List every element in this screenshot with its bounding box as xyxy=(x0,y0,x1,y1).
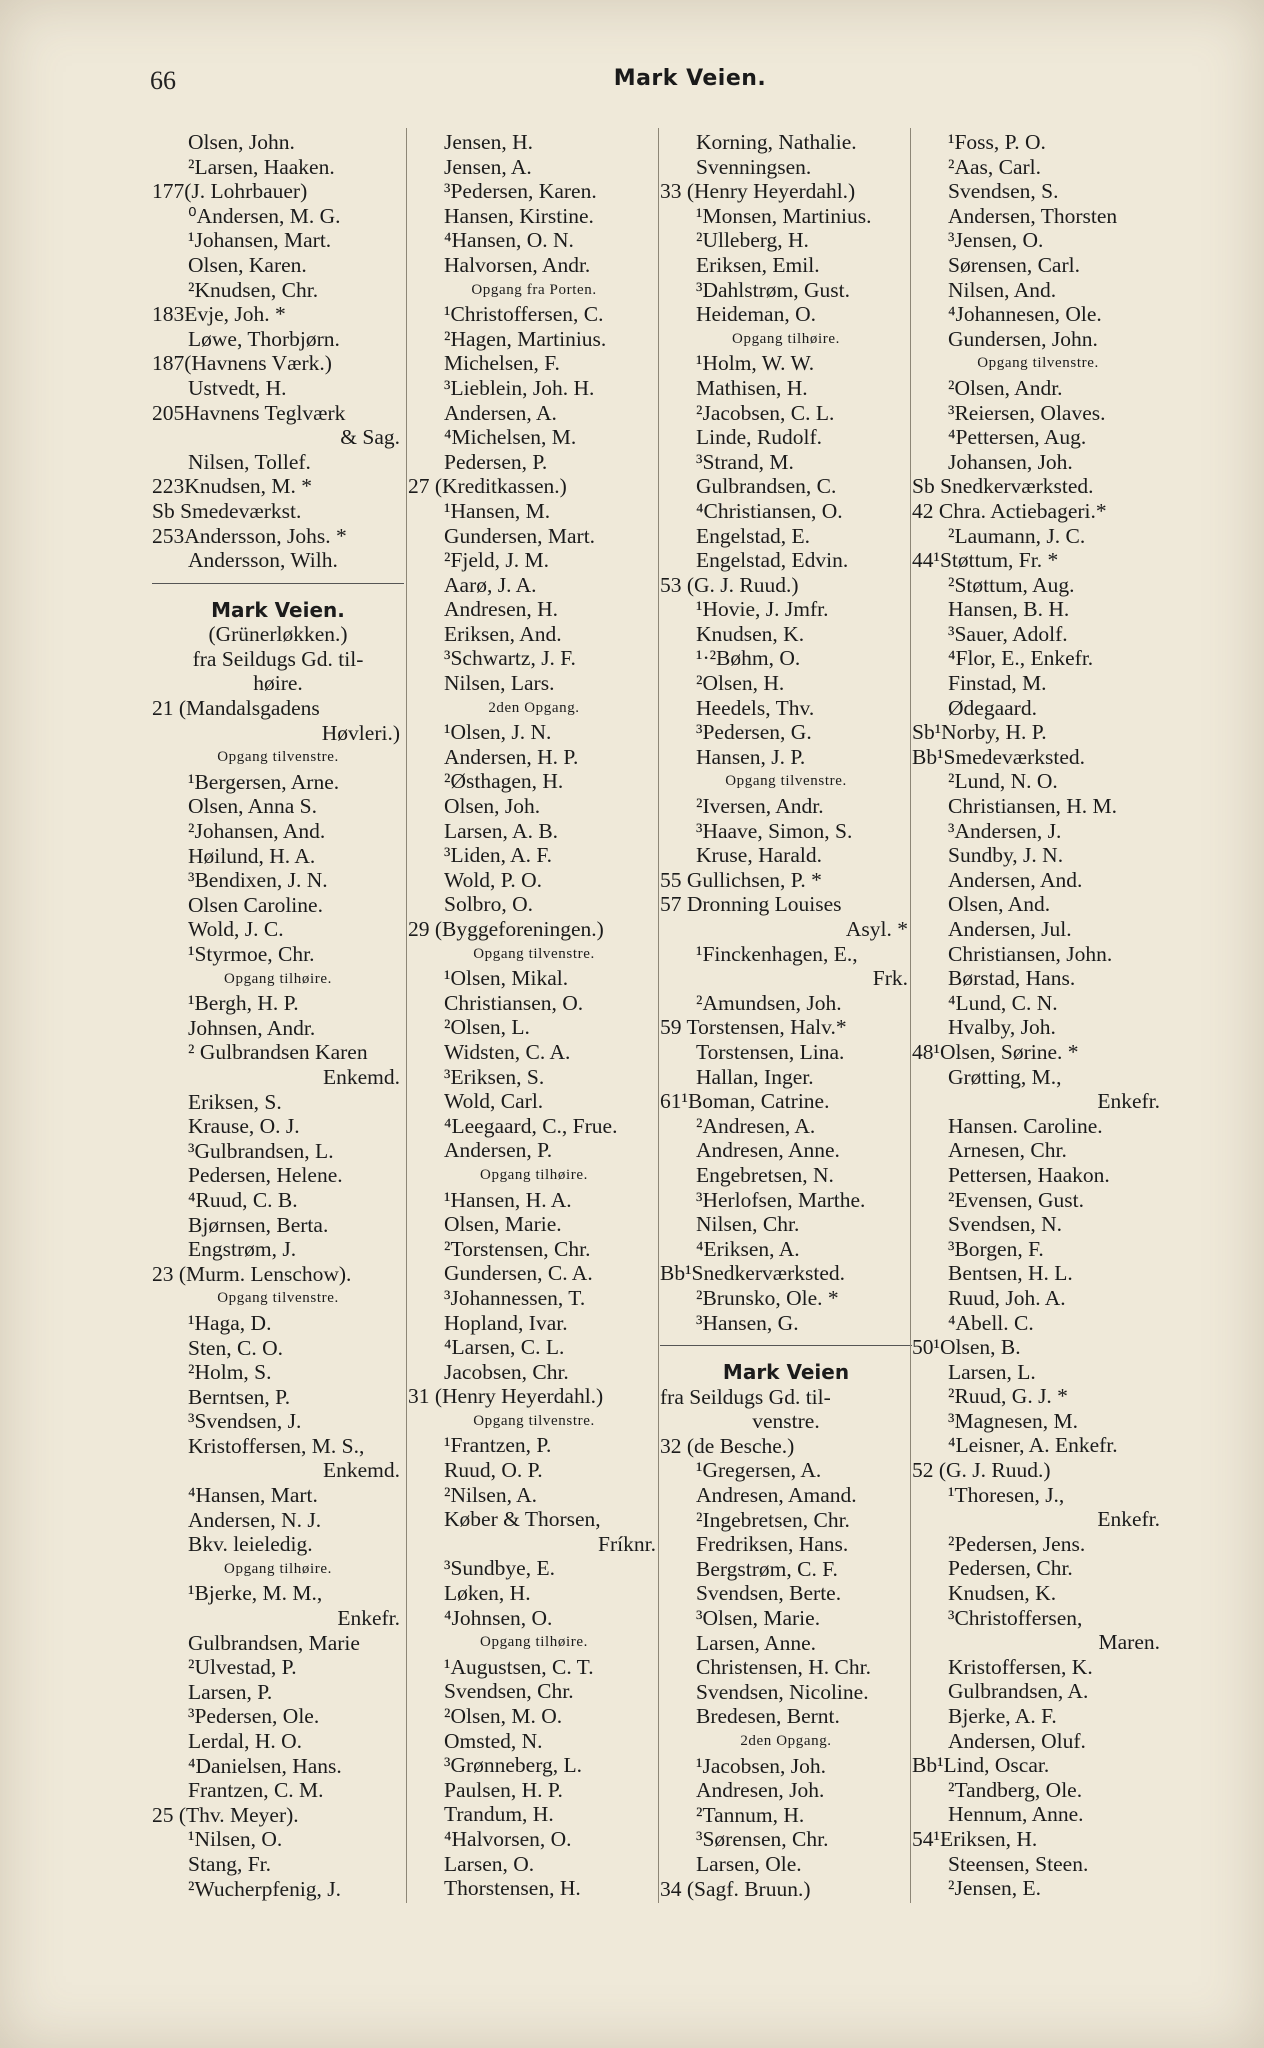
directory-entry: Larsen, Anne. xyxy=(696,1630,817,1655)
directory-entry: Pettersen, Haakon. xyxy=(948,1162,1110,1187)
directory-entry: Bentsen, H. L. xyxy=(948,1261,1073,1286)
column-divider xyxy=(910,128,911,1903)
directory-entry: ⁴Johnsen, O. xyxy=(444,1605,553,1630)
directory-entry: Andresen, H. xyxy=(444,597,559,622)
directory-entry: Hennum, Anne. xyxy=(948,1802,1084,1827)
directory-entry: ² Gulbrandsen Karen xyxy=(188,1040,368,1065)
column-2 xyxy=(408,130,660,1900)
directory-entry: ²Ruud, G. J. * xyxy=(948,1384,1068,1409)
stairway-label: Opgang tilhøire. xyxy=(480,1166,588,1183)
directory-entry: ³Bendixen, J. N. xyxy=(188,868,328,893)
directory-entry: Andersen, And. xyxy=(948,867,1083,892)
stairway-label: Opgang tilvenstre. xyxy=(217,749,339,766)
directory-entry: Svendsen, Nicoline. xyxy=(696,1679,869,1704)
directory-entry: ³Jensen, O. xyxy=(948,228,1044,253)
directory-entry: Johansen, Joh. xyxy=(948,449,1073,474)
directory-entry: Høilund, H. A. xyxy=(188,843,316,868)
section-rule xyxy=(152,583,404,598)
directory-entry: Steensen, Steen. xyxy=(948,1851,1089,1876)
directory-entry: ³Sundbye, E. xyxy=(444,1556,555,1581)
directory-entry: Krause, O. J. xyxy=(188,1114,300,1139)
directory-entry: Trandum, H. xyxy=(444,1802,554,1827)
directory-entry: ³Pedersen, Ole. xyxy=(188,1704,320,1729)
directory-entry: Hansen, J. P. xyxy=(696,744,806,769)
directory-entry: Nilsen, Tollef. xyxy=(188,449,311,474)
directory-entry: Larsen, O. xyxy=(444,1851,535,1876)
directory-entry: Olsen, John. xyxy=(188,130,295,154)
directory-entry: ⁴Leisner, A. Enkefr. xyxy=(948,1433,1118,1458)
directory-entry: ³Schwartz, J. F. xyxy=(444,646,576,671)
directory-entry: ¹Jacobsen, Joh. xyxy=(696,1753,827,1778)
directory-entry: Olsen, Joh. xyxy=(444,794,541,819)
directory-entry: Pedersen, Chr. xyxy=(948,1556,1073,1581)
directory-entry: Frantzen, C. M. xyxy=(188,1778,324,1803)
directory-entry: 55 Gullichsen, P. * xyxy=(660,867,822,892)
directory-entry: Enkemd. xyxy=(322,1064,400,1089)
directory-entry: ⁴Johannesen, Ole. xyxy=(948,302,1102,327)
directory-entry: Engstrøm, J. xyxy=(188,1237,297,1262)
directory-entry: Sten, C. O. xyxy=(188,1335,283,1360)
directory-entry: ¹Foss, P. O. xyxy=(948,130,1046,154)
directory-entry: fra Seildugs Gd. til- xyxy=(192,646,364,671)
directory-entry: ⁴Halvorsen, O. xyxy=(444,1826,572,1851)
directory-entry: Sundby, J. N. xyxy=(948,843,1064,868)
directory-entry: ²Aas, Carl. xyxy=(948,154,1042,179)
directory-entry: 59 Torstensen, Halv.* xyxy=(660,1015,847,1040)
directory-entry: Bb¹Snedkerværksted. xyxy=(660,1261,845,1286)
directory-entry: Johnsen, Andr. xyxy=(188,1015,316,1040)
directory-entry: ²Torstensen, Chr. xyxy=(444,1236,591,1261)
directory-entry: ²Johansen, And. xyxy=(188,819,326,844)
directory-entry: ²Holm, S. xyxy=(188,1360,272,1385)
directory-entry: Andersen, Jul. xyxy=(948,917,1072,941)
running-title: Mark Veien. xyxy=(613,66,767,91)
directory-entry: Hansen. Caroline. xyxy=(948,1113,1103,1138)
stairway-label: 2den Opgang. xyxy=(488,699,580,716)
directory-entry: 205Havnens Teglværk xyxy=(152,400,346,425)
directory-entry: Engelstad, Edvin. xyxy=(696,548,849,573)
directory-entry: ³Johannessen, T. xyxy=(444,1285,586,1310)
directory-entry: ²Fjeld, J. M. xyxy=(444,548,550,573)
directory-entry: ²Støttum, Aug. xyxy=(948,572,1075,597)
directory-entry: Hallan, Inger. xyxy=(696,1064,814,1089)
directory-entry: ²Larsen, Haaken. xyxy=(188,154,335,179)
directory-entry: 34 (Sagf. Bruun.) xyxy=(660,1876,811,1901)
directory-entry: ³Sauer, Adolf. xyxy=(948,621,1068,646)
directory-entry: Høvleri.) xyxy=(321,720,400,745)
column-divider xyxy=(406,128,407,1903)
directory-entry: ³Svendsen, J. xyxy=(188,1409,302,1434)
stairway-label: Opgang tilhøire. xyxy=(480,1634,588,1651)
directory-entry: Svendsen, N. xyxy=(948,1212,1063,1237)
stairway-label: Opgang tilhøire. xyxy=(732,330,840,347)
directory-entry: Nilsen, And. xyxy=(948,277,1057,302)
directory-entry: ⁴Lund, C. N. xyxy=(948,990,1058,1015)
directory-entry: 187(Havnens Værk.) xyxy=(152,351,332,376)
directory-entry: Jensen, A. xyxy=(444,154,532,179)
directory-entry: Gulbrandsen, C. xyxy=(696,474,837,499)
directory-entry: Eriksen, S. xyxy=(188,1089,282,1114)
directory-entry: Hansen, B. H. xyxy=(948,597,1070,622)
directory-entry: ²Ingebretsen, Chr. xyxy=(696,1507,850,1532)
directory-entry: ⁴Larsen, C. L. xyxy=(444,1335,565,1360)
directory-entry: 33 (Henry Heyerdahl.) xyxy=(660,179,856,204)
directory-entry: Andersen, A. xyxy=(444,400,557,425)
directory-entry: Andersen, H. P. xyxy=(444,744,579,769)
directory-entry: ³Strand, M. xyxy=(696,449,794,474)
directory-entry: ⁴Pettersen, Aug. xyxy=(948,425,1087,450)
directory-entry: høire. xyxy=(253,671,303,696)
page-header xyxy=(150,66,1230,106)
directory-entry: Eriksen, And. xyxy=(444,621,562,646)
stairway-label: Opgang tilvenstre. xyxy=(977,355,1099,372)
directory-entry: ²Knudsen, Chr. xyxy=(188,277,319,302)
directory-entry: Kristoffersen, M. S., xyxy=(188,1433,365,1458)
directory-entry: Ødegaard. xyxy=(948,695,1037,720)
directory-entry: Løwe, Thorbjørn. xyxy=(188,326,340,351)
directory-entry: Bkv. leieledig. xyxy=(188,1532,313,1557)
directory-entry: 29 (Byggeforeningen.) xyxy=(408,917,604,941)
directory-entry: Olsen, Karen. xyxy=(188,252,307,277)
directory-entry: Kristoffersen, K. xyxy=(948,1654,1093,1679)
directory-entry: 53 (G. J. Ruud.) xyxy=(660,572,799,597)
directory-entry: 27 (Kreditkassen.) xyxy=(408,474,567,499)
directory-entry: ¹Olsen, J. N. xyxy=(444,720,552,745)
directory-entry: ³Haave, Simon, S. xyxy=(696,818,853,843)
directory-entry: ¹Bergh, H. P. xyxy=(188,991,299,1016)
directory-entry: Gundersen, Mart. xyxy=(444,523,596,548)
directory-entry: Jacobsen, Chr. xyxy=(444,1359,569,1384)
directory-entry: ²Wucherpfenig, J. xyxy=(188,1876,342,1901)
directory-entry: Michelsen, F. xyxy=(444,351,560,376)
section-rule xyxy=(660,1345,912,1360)
directory-entry: Aarø, J. A. xyxy=(444,572,537,597)
directory-entry: ³Grønneberg, L. xyxy=(444,1753,582,1778)
directory-entry: Andersen, P. xyxy=(444,1138,553,1163)
directory-entry: Larsen, A. B. xyxy=(444,818,559,843)
directory-entry: Bergstrøm, C. F. xyxy=(696,1556,838,1581)
directory-entry: ¹Augustsen, C. T. xyxy=(444,1654,594,1679)
directory-entry: Knudsen, K. xyxy=(948,1581,1057,1606)
directory-entry: Bjørnsen, Berta. xyxy=(188,1212,329,1237)
directory-entry: Pedersen, Helene. xyxy=(188,1163,343,1188)
directory-entry: ¹Olsen, Mikal. xyxy=(444,966,569,991)
directory-entry: Gundersen, John. xyxy=(948,326,1098,351)
directory-entry: ²Olsen, L. xyxy=(444,1015,530,1040)
directory-entry: & Sag. xyxy=(340,425,400,450)
directory-entry: Jensen, H. xyxy=(444,130,533,154)
directory-entry: Hopland, Ivar. xyxy=(444,1310,568,1335)
directory-entry: ⁴Eriksen, A. xyxy=(696,1236,800,1261)
directory-entry: Linde, Rudolf. xyxy=(696,425,822,450)
directory-entry: Gulbrandsen, Marie xyxy=(188,1630,360,1655)
directory-entry: Enkefr. xyxy=(1097,1507,1160,1532)
section-heading: Mark Veien. xyxy=(211,597,345,622)
directory-entry: Ruud, Joh. A. xyxy=(948,1285,1066,1310)
directory-entry: ¹Hansen, H. A. xyxy=(444,1187,572,1212)
directory-entry: ³Lieblein, Joh. H. xyxy=(444,375,595,400)
directory-entry: Fríknr. xyxy=(598,1531,656,1556)
directory-entry: ²Jensen, E. xyxy=(948,1876,1042,1901)
directory-entry: ¹Bjerke, M. M., xyxy=(188,1581,323,1606)
directory-entry: Christiansen, O. xyxy=(444,990,584,1015)
directory-entry: ²Østhagen, H. xyxy=(444,769,564,794)
directory-entry: ³Reiersen, Olaves. xyxy=(948,400,1106,425)
directory-entry: Olsen Caroline. xyxy=(188,892,323,917)
directory-entry: Bb¹Smedeværksted. xyxy=(912,744,1086,769)
directory-entry: Andresen, Amand. xyxy=(696,1483,857,1508)
column-divider xyxy=(658,128,659,1903)
directory-entry: ⁴Leegaard, C., Frue. xyxy=(444,1113,618,1138)
directory-entry: Widsten, C. A. xyxy=(444,1039,571,1064)
directory-entry: Andersen, Thorsten xyxy=(948,203,1118,228)
directory-entry: ²Olsen, Andr. xyxy=(948,375,1063,400)
directory-entry: Heedels, Thv. xyxy=(696,695,815,720)
stairway-label: Opgang fra Porten. xyxy=(471,281,597,298)
directory-entry: ¹·²Bøhm, O. xyxy=(696,646,801,671)
directory-entry: Engebretsen, N. xyxy=(696,1162,834,1187)
directory-entry: Christensen, H. Chr. xyxy=(696,1655,871,1680)
directory-entry: ⁴Hansen, Mart. xyxy=(188,1483,318,1508)
directory-entry: ⁴Ruud, C. B. xyxy=(188,1187,298,1212)
directory-entry: ²Laumann, J. C. xyxy=(948,523,1086,548)
directory-entry: Christiansen, John. xyxy=(948,941,1113,966)
directory-entry: 48¹Olsen, Sørine. * xyxy=(912,1039,1079,1064)
directory-entry: Bredesen, Bernt. xyxy=(696,1704,840,1729)
directory-entry: ⁴Flor, E., Enkefr. xyxy=(948,646,1094,671)
directory-entry: Gundersen, C. A. xyxy=(444,1261,593,1286)
directory-entry: ¹Thoresen, J., xyxy=(948,1482,1065,1507)
directory-entry: Stang, Fr. xyxy=(188,1851,272,1876)
directory-entry: Andresen, Anne. xyxy=(696,1138,840,1163)
directory-entry: ²Olsen, M. O. xyxy=(444,1704,563,1728)
directory-entry: ¹Styrmoe, Chr. xyxy=(188,942,315,966)
page-number: 66 xyxy=(150,66,176,95)
directory-entry: ²Andresen, A. xyxy=(696,1113,816,1138)
directory-entry: Knudsen, K. xyxy=(696,621,805,646)
directory-entry: ¹Gregersen, A. xyxy=(696,1458,822,1483)
directory-entry: 21 (Mandalsgadens xyxy=(152,696,320,721)
directory-entry: Christiansen, H. M. xyxy=(948,794,1118,819)
directory-entry: Grøtting, M., xyxy=(948,1064,1062,1089)
directory-entry: 32 (de Besche.) xyxy=(660,1433,795,1458)
directory-entry: ¹Christoffersen, C. xyxy=(444,302,604,327)
directory-entry: Wold, Carl. xyxy=(444,1089,544,1114)
directory-entry: Wold, J. C. xyxy=(188,917,284,942)
directory-entry: Svenningsen. xyxy=(696,154,812,179)
directory-entry: ¹Nilsen, O. xyxy=(188,1827,283,1852)
directory-entry: ²Nilsen, A. xyxy=(444,1482,538,1507)
directory-entry: ³Borgen, F. xyxy=(948,1236,1044,1261)
directory-entry: 61¹Boman, Catrine. xyxy=(660,1089,830,1114)
directory-entry: ²Amundsen, Joh. xyxy=(696,990,842,1015)
directory-entry: Lerdal, H. O. xyxy=(188,1729,303,1753)
directory-entry: Enkefr. xyxy=(1097,1089,1160,1114)
directory-entry: venstre. xyxy=(752,1409,820,1434)
stairway-label: Opgang tilhøire. xyxy=(224,970,332,987)
directory-entry: 44¹Støttum, Fr. * xyxy=(912,548,1059,573)
directory-entry: Halvorsen, Andr. xyxy=(444,252,591,277)
stairway-label: Opgang tilhøire. xyxy=(224,1560,332,1577)
directory-entry: Omsted, N. xyxy=(444,1728,543,1753)
directory-entry: ³Sørensen, Chr. xyxy=(696,1827,829,1852)
directory-entry: Hansen, Kirstine. xyxy=(444,203,594,228)
column-3 xyxy=(660,130,912,1900)
directory-entry: ³Gulbrandsen, L. xyxy=(188,1138,334,1163)
column-1 xyxy=(152,130,404,1900)
directory-entry: ³Christoffersen, xyxy=(948,1605,1083,1630)
directory-entry: ³Olsen, Marie. xyxy=(696,1606,821,1631)
directory-entry: ¹Hovie, J. Jmfr. xyxy=(696,597,829,622)
directory-entry: Thorstensen, H. xyxy=(444,1876,581,1901)
directory-entry: ³Hansen, G. xyxy=(696,1310,799,1335)
directory-entry: Svendsen, S. xyxy=(948,179,1059,204)
directory-entry: ⁴Abell. C. xyxy=(948,1310,1034,1335)
directory-entry: Sb Smedeværkst. xyxy=(152,498,302,523)
directory-entry: Svendsen, Berte. xyxy=(696,1581,842,1606)
directory-entry: ⁴Danielsen, Hans. xyxy=(188,1753,342,1778)
directory-entry: Sørensen, Carl. xyxy=(948,252,1080,277)
directory-entry: Gulbrandsen, A. xyxy=(948,1679,1089,1704)
directory-entry: Larsen, L. xyxy=(948,1359,1036,1384)
directory-entry: ²Iversen, Andr. xyxy=(696,794,824,819)
directory-entry: ²Pedersen, Jens. xyxy=(948,1531,1086,1556)
directory-entry: Torstensen, Lina. xyxy=(696,1039,845,1064)
directory-entry: ¹Frantzen, P. xyxy=(444,1433,552,1458)
directory-entry: ⁰Andersen, M. G. xyxy=(188,203,341,228)
directory-entry: Fredriksen, Hans. xyxy=(696,1532,849,1557)
directory-entry: Bjerke, A. F. xyxy=(948,1704,1057,1728)
directory-entry: 183Evje, Joh. * xyxy=(152,302,286,327)
directory-entry: ²Olsen, H. xyxy=(696,671,785,696)
directory-entry: ¹Monsen, Martinius. xyxy=(696,203,872,228)
column-4 xyxy=(912,130,1164,1900)
directory-entry: ³Liden, A. F. xyxy=(444,843,553,868)
directory-entry: Ustvedt, H. xyxy=(188,375,287,400)
directory-entry: Andersson, Wilh. xyxy=(188,548,338,573)
directory-entry: ²Jacobsen, C. L. xyxy=(696,400,835,425)
stairway-label: 2den Opgang. xyxy=(740,1733,832,1749)
directory-entry: ³Andersen, J. xyxy=(948,818,1062,843)
directory-entry: 177(J. Lohrbauer) xyxy=(152,179,308,204)
directory-entry: ¹Bergersen, Arne. xyxy=(188,769,340,794)
directory-entry: 57 Dronning Louises xyxy=(660,892,842,917)
directory-entry: ⁴Christiansen, O. xyxy=(696,498,843,523)
directory-entry: Nilsen, Lars. xyxy=(444,671,555,696)
directory-entry: ¹Haga, D. xyxy=(188,1310,272,1335)
directory-entry: 42 Chra. Actiebageri.* xyxy=(912,498,1107,523)
directory-entry: Paulsen, H. P. xyxy=(444,1777,563,1802)
directory-entry: Bb¹Lind, Oscar. xyxy=(912,1753,1050,1778)
directory-entry: ²Ulleberg, H. xyxy=(696,228,809,253)
directory-entry: Pedersen, P. xyxy=(444,449,548,474)
directory-entry: Hvalby, Joh. xyxy=(948,1015,1056,1040)
directory-entry: ²Tannum, H. xyxy=(696,1802,805,1827)
directory-entry: ¹Johansen, Mart. xyxy=(188,228,332,253)
directory-entry: ²Tandberg, Ole. xyxy=(948,1777,1083,1802)
directory-entry: 50¹Olsen, B. xyxy=(912,1335,1021,1360)
section-heading: Mark Veien xyxy=(722,1360,850,1385)
stairway-label: Opgang tilvenstre. xyxy=(473,945,595,962)
directory-entry: Andersen, Oluf. xyxy=(948,1728,1086,1753)
stairway-label: Opgang tilvenstre. xyxy=(217,1290,339,1307)
directory-entry: Maren. xyxy=(1098,1630,1160,1655)
directory-entry: ²Evensen, Gust. xyxy=(948,1187,1085,1212)
directory-entry: ²Ulvestad, P. xyxy=(188,1655,297,1680)
directory-entry: Mathisen, H. xyxy=(696,375,808,400)
directory-entry: ³Pedersen, Karen. xyxy=(444,179,597,204)
directory-entry: Sb Snedkerværksted. xyxy=(912,474,1094,499)
directory-entry: 31 (Henry Heyerdahl.) xyxy=(408,1384,604,1409)
stairway-label: Opgang tilvenstre. xyxy=(473,1412,595,1429)
directory-entry: Olsen, Marie. xyxy=(444,1212,562,1237)
directory-entry: (Grünerløkken.) xyxy=(208,622,348,647)
directory-entry: ⁴Michelsen, M. xyxy=(444,425,577,450)
directory-entry: Kruse, Harald. xyxy=(696,843,822,868)
directory-entry: Ruud, O. P. xyxy=(444,1458,543,1483)
directory-entry: Larsen, Ole. xyxy=(696,1851,802,1876)
stairway-label: Opgang tilvenstre. xyxy=(725,773,847,790)
directory-entry: Sb¹Norby, H. P. xyxy=(912,720,1047,745)
directory-entry: ³Dahlstrøm, Gust. xyxy=(696,277,850,302)
directory-entry: Solbro, O. xyxy=(444,892,533,917)
directory-entry: Olsen, Anna S. xyxy=(188,794,317,819)
directory-entry: Larsen, P. xyxy=(188,1679,273,1704)
directory-entry: ¹Hansen, M. xyxy=(444,498,551,523)
directory-entry: Korning, Nathalie. xyxy=(696,130,857,154)
directory-entry: ³Eriksen, S. xyxy=(444,1064,545,1089)
directory-entry: 23 (Murm. Lenschow). xyxy=(152,1261,352,1286)
directory-entry: 25 (Thv. Meyer). xyxy=(152,1802,299,1827)
directory-entry: 253Andersson, Johs. * xyxy=(152,523,347,548)
directory-entry: ¹Holm, W. W. xyxy=(696,351,815,376)
directory-entry: ¹Finckenhagen, E., xyxy=(696,941,858,966)
directory-entry: Arnesen, Chr. xyxy=(948,1138,1067,1163)
directory-entry: 223Knudsen, M. * xyxy=(152,474,313,499)
directory-entry: ³Magnesen, M. xyxy=(948,1408,1079,1433)
directory-entry: 54¹Eriksen, H. xyxy=(912,1826,1038,1851)
directory-entry: ³Pedersen, G. xyxy=(696,720,812,745)
directory-entry: ⁴Hansen, O. N. xyxy=(444,228,574,253)
directory-entry: Andersen, N. J. xyxy=(188,1507,322,1532)
directory-entry: ³Herlofsen, Marthe. xyxy=(696,1187,866,1212)
directory-entry: Wold, P. O. xyxy=(444,867,543,892)
directory-entry: Engelstad, E. xyxy=(696,523,811,548)
directory-entry: ²Hagen, Martinius. xyxy=(444,326,607,351)
directory-entry: 52 (G. J. Ruud.) xyxy=(912,1458,1051,1483)
directory-entry: Enkemd. xyxy=(322,1458,400,1483)
directory-entry: Nilsen, Chr. xyxy=(696,1212,800,1237)
directory-entry: ²Brunsko, Ole. * xyxy=(696,1285,839,1310)
directory-entry: Asyl. * xyxy=(845,917,908,941)
directory-entry: Heideman, O. xyxy=(696,302,817,327)
directory-entry: Svendsen, Chr. xyxy=(444,1679,574,1704)
directory-entry: Frk. xyxy=(872,966,908,991)
directory-entry: ²Lund, N. O. xyxy=(948,769,1058,794)
directory-entry: fra Seildugs Gd. til- xyxy=(660,1384,831,1409)
directory-entry: Olsen, And. xyxy=(948,892,1051,917)
directory-entry: Andresen, Joh. xyxy=(696,1778,825,1803)
directory-entry: Enkefr. xyxy=(337,1606,400,1631)
directory-entry: Berntsen, P. xyxy=(188,1384,291,1409)
directory-entry: Løken, H. xyxy=(444,1581,531,1606)
directory-entry: Eriksen, Emil. xyxy=(696,252,820,277)
directory-entry: Finstad, M. xyxy=(948,671,1047,696)
directory-entry: Køber & Thorsen, xyxy=(444,1507,601,1532)
directory-entry: Børstad, Hans. xyxy=(948,966,1076,991)
